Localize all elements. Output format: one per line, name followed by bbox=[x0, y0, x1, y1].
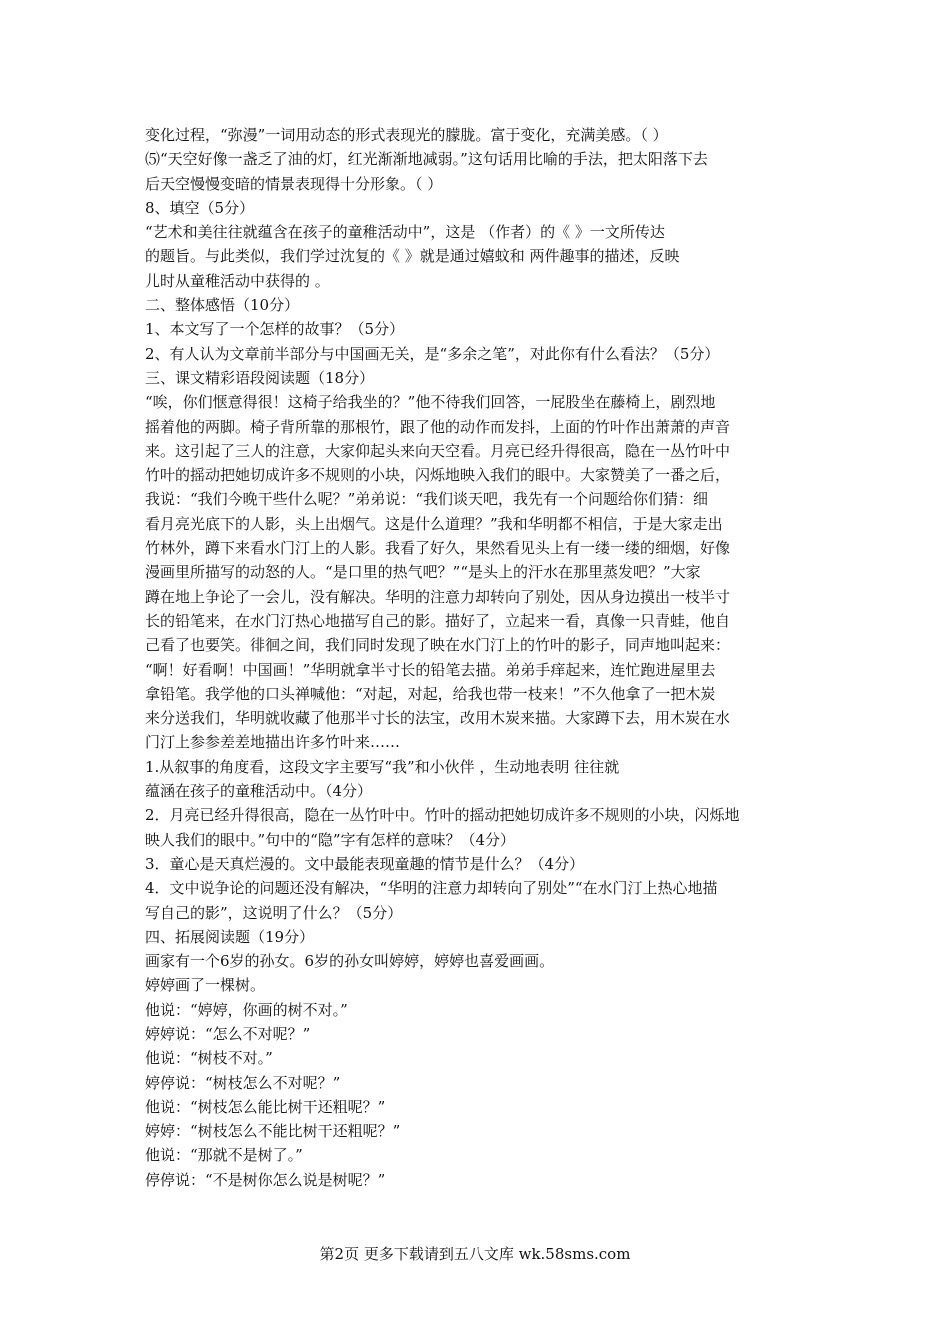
text-line: 来分送我们，华明就收藏了他那半寸长的法宝，改用木炭来描。大家蹲下去，用木炭在水 bbox=[145, 709, 731, 728]
text-line: “艺术和美往往就蕴含在孩子的童稚活动中”，这是 （作者）的《 》一文所传达 bbox=[145, 223, 665, 242]
text-line: 他说：“树枝不对。” bbox=[145, 1049, 273, 1068]
text-line: 来。这引起了三人的注意，大家仰起头来向天空看。月亮已经升得很高，隐在一丛竹叶中 bbox=[145, 441, 731, 460]
page-footer: 第2页 更多下载请到五八文库 wk.58sms.com bbox=[319, 1245, 631, 1263]
text-line: 看月亮光底下的人影，头上出烟气。这是什么道理？”我和华明都不相信，于是大家走出 bbox=[145, 514, 723, 533]
text-line: 2、有人认为文章前半部分与中国画无关，是“多余之笔”，对此你有什么看法？（5分） bbox=[145, 344, 720, 363]
text-line: 漫画里所描写的动怒的人。“是口里的热气吧？”“是头上的汗水在那里蒸发吧？”大家 bbox=[145, 563, 701, 582]
text-line: 长的铅笔来，在水门汀热心地描写自己的影。描好了，立起来一看，真像一只青蛙，他自 bbox=[145, 611, 731, 630]
text-line: 竹叶的摇动把她切成许多不规则的小块，闪烁地映入我们的眼中。大家赞美了一番之后， bbox=[145, 466, 731, 485]
text-line: “唉，你们惬意得很！这椅子给我坐的？”他不待我们回答，一屁股坐在藤椅上，剧烈地 bbox=[145, 393, 716, 412]
text-line: 变化过程，“弥漫”一词用动态的形式表现光的朦胧。富于变化，充满美感。（ ） bbox=[145, 126, 668, 144]
text-line: 8、填空（5分） bbox=[145, 198, 255, 217]
text-line: 蕴涵在孩子的童稚活动中。（4分） bbox=[145, 782, 373, 801]
text-line: ⑸“天空好像一盏乏了油的灯，红光渐渐地减弱。”这句话用比喻的手法，把太阳落下去 bbox=[145, 150, 708, 169]
text-line: 3．童心是天真烂漫的。文中最能表现童趣的情节是什么？（4分） bbox=[145, 854, 585, 873]
text-line: 他说：“婷婷，你画的树不对。” bbox=[145, 1000, 348, 1019]
text-line: 4．文中说争论的问题还没有解决，“华明的注意力却转向了别处”“在水门汀上热心地描 bbox=[145, 879, 718, 898]
text-line: 拿铅笔。我学他的口头禅喊他：“对起，对起，给我也带一枝来！”不久他拿了一把木炭 bbox=[145, 684, 716, 703]
text-line: 三、课文精彩语段阅读题（18分） bbox=[145, 368, 375, 387]
text-line: 我说：“我们今晚干些什么呢？”弟弟说：“我们谈天吧，我先有一个问题给你们猜：细 bbox=[145, 490, 709, 509]
text-line: 他说：“树枝怎么能比树干还粗呢？” bbox=[145, 1097, 386, 1116]
text-line: 画家有一个6岁的孙女。6岁的孙女叫婷婷，婷婷也喜爱画画。 bbox=[145, 952, 555, 971]
text-line: 儿时从童稚活动中获得的 。 bbox=[145, 271, 330, 290]
text-line: 1.从叙事的角度看，这段文字主要写“我”和小伙伴 ，生动地表明 往往就 bbox=[145, 757, 620, 776]
text-line: 四、拓展阅读题（19分） bbox=[145, 927, 315, 946]
page-content bbox=[145, 123, 810, 1192]
text-line: 己看了也要笑。徘徊之间，我们同时发现了映在水门汀上的竹叶的影子，同声地叫起来： bbox=[145, 636, 731, 655]
text-line: 蹲在地上争论了一会儿，没有解决。华明的注意力却转向了别处，因从身边摸出一枝半寸 bbox=[145, 587, 731, 606]
text-line: 后天空慢慢变暗的情景表现得十分形象。（ ） bbox=[145, 174, 443, 193]
text-line: 婷婷画了一棵树。 bbox=[145, 976, 266, 995]
text-line: 竹林外，蹲下来看水门汀上的人影。我看了好久，果然看见头上有一缕一缕的细烟，好像 bbox=[145, 539, 731, 558]
text-line: “啊！好看啊！中国画！”华明就拿半寸长的铅笔去描。弟弟手痒起来，连忙跑进屋里去 bbox=[145, 660, 716, 679]
text-line: 门汀上参参差差地描出许多竹叶来…… bbox=[145, 733, 401, 752]
text-line: 他说：“那就不是树了。” bbox=[145, 1146, 303, 1165]
text-line: 写自己的影”，这说明了什么？（5分） bbox=[145, 903, 403, 922]
text-line: 的题旨。与此类似，我们学过沈复的《 》就是通过嬉蚊和 两件趣事的描述，反映 bbox=[145, 247, 680, 266]
text-line: 二、整体感悟（10分） bbox=[145, 296, 300, 315]
text-line: 婷婷说：“怎么不对呢？” bbox=[145, 1024, 311, 1043]
text-line: 1、本文写了一个怎样的故事？（5分） bbox=[145, 320, 405, 339]
text-line: 映人我们的眼中。”句中的“隐”字有怎样的意味？（4分） bbox=[145, 830, 516, 849]
text-line: 婷停说：“树枝怎么不对呢？” bbox=[145, 1073, 341, 1092]
text-line: 摇着他的两脚。椅子背所靠的那根竹，跟了他的动作而发抖，上面的竹叶作出萧萧的声音 bbox=[145, 417, 731, 436]
text-line: 停停说：“不是树你怎么说是树呢？” bbox=[145, 1170, 386, 1189]
text-line: 婷婷：“树枝怎么不能比树干还粗呢？” bbox=[145, 1122, 401, 1141]
text-line: 2．月亮已经升得很高，隐在一丛竹叶中。竹叶的摇动把她切成许多不规则的小块，闪烁地 bbox=[145, 806, 740, 825]
